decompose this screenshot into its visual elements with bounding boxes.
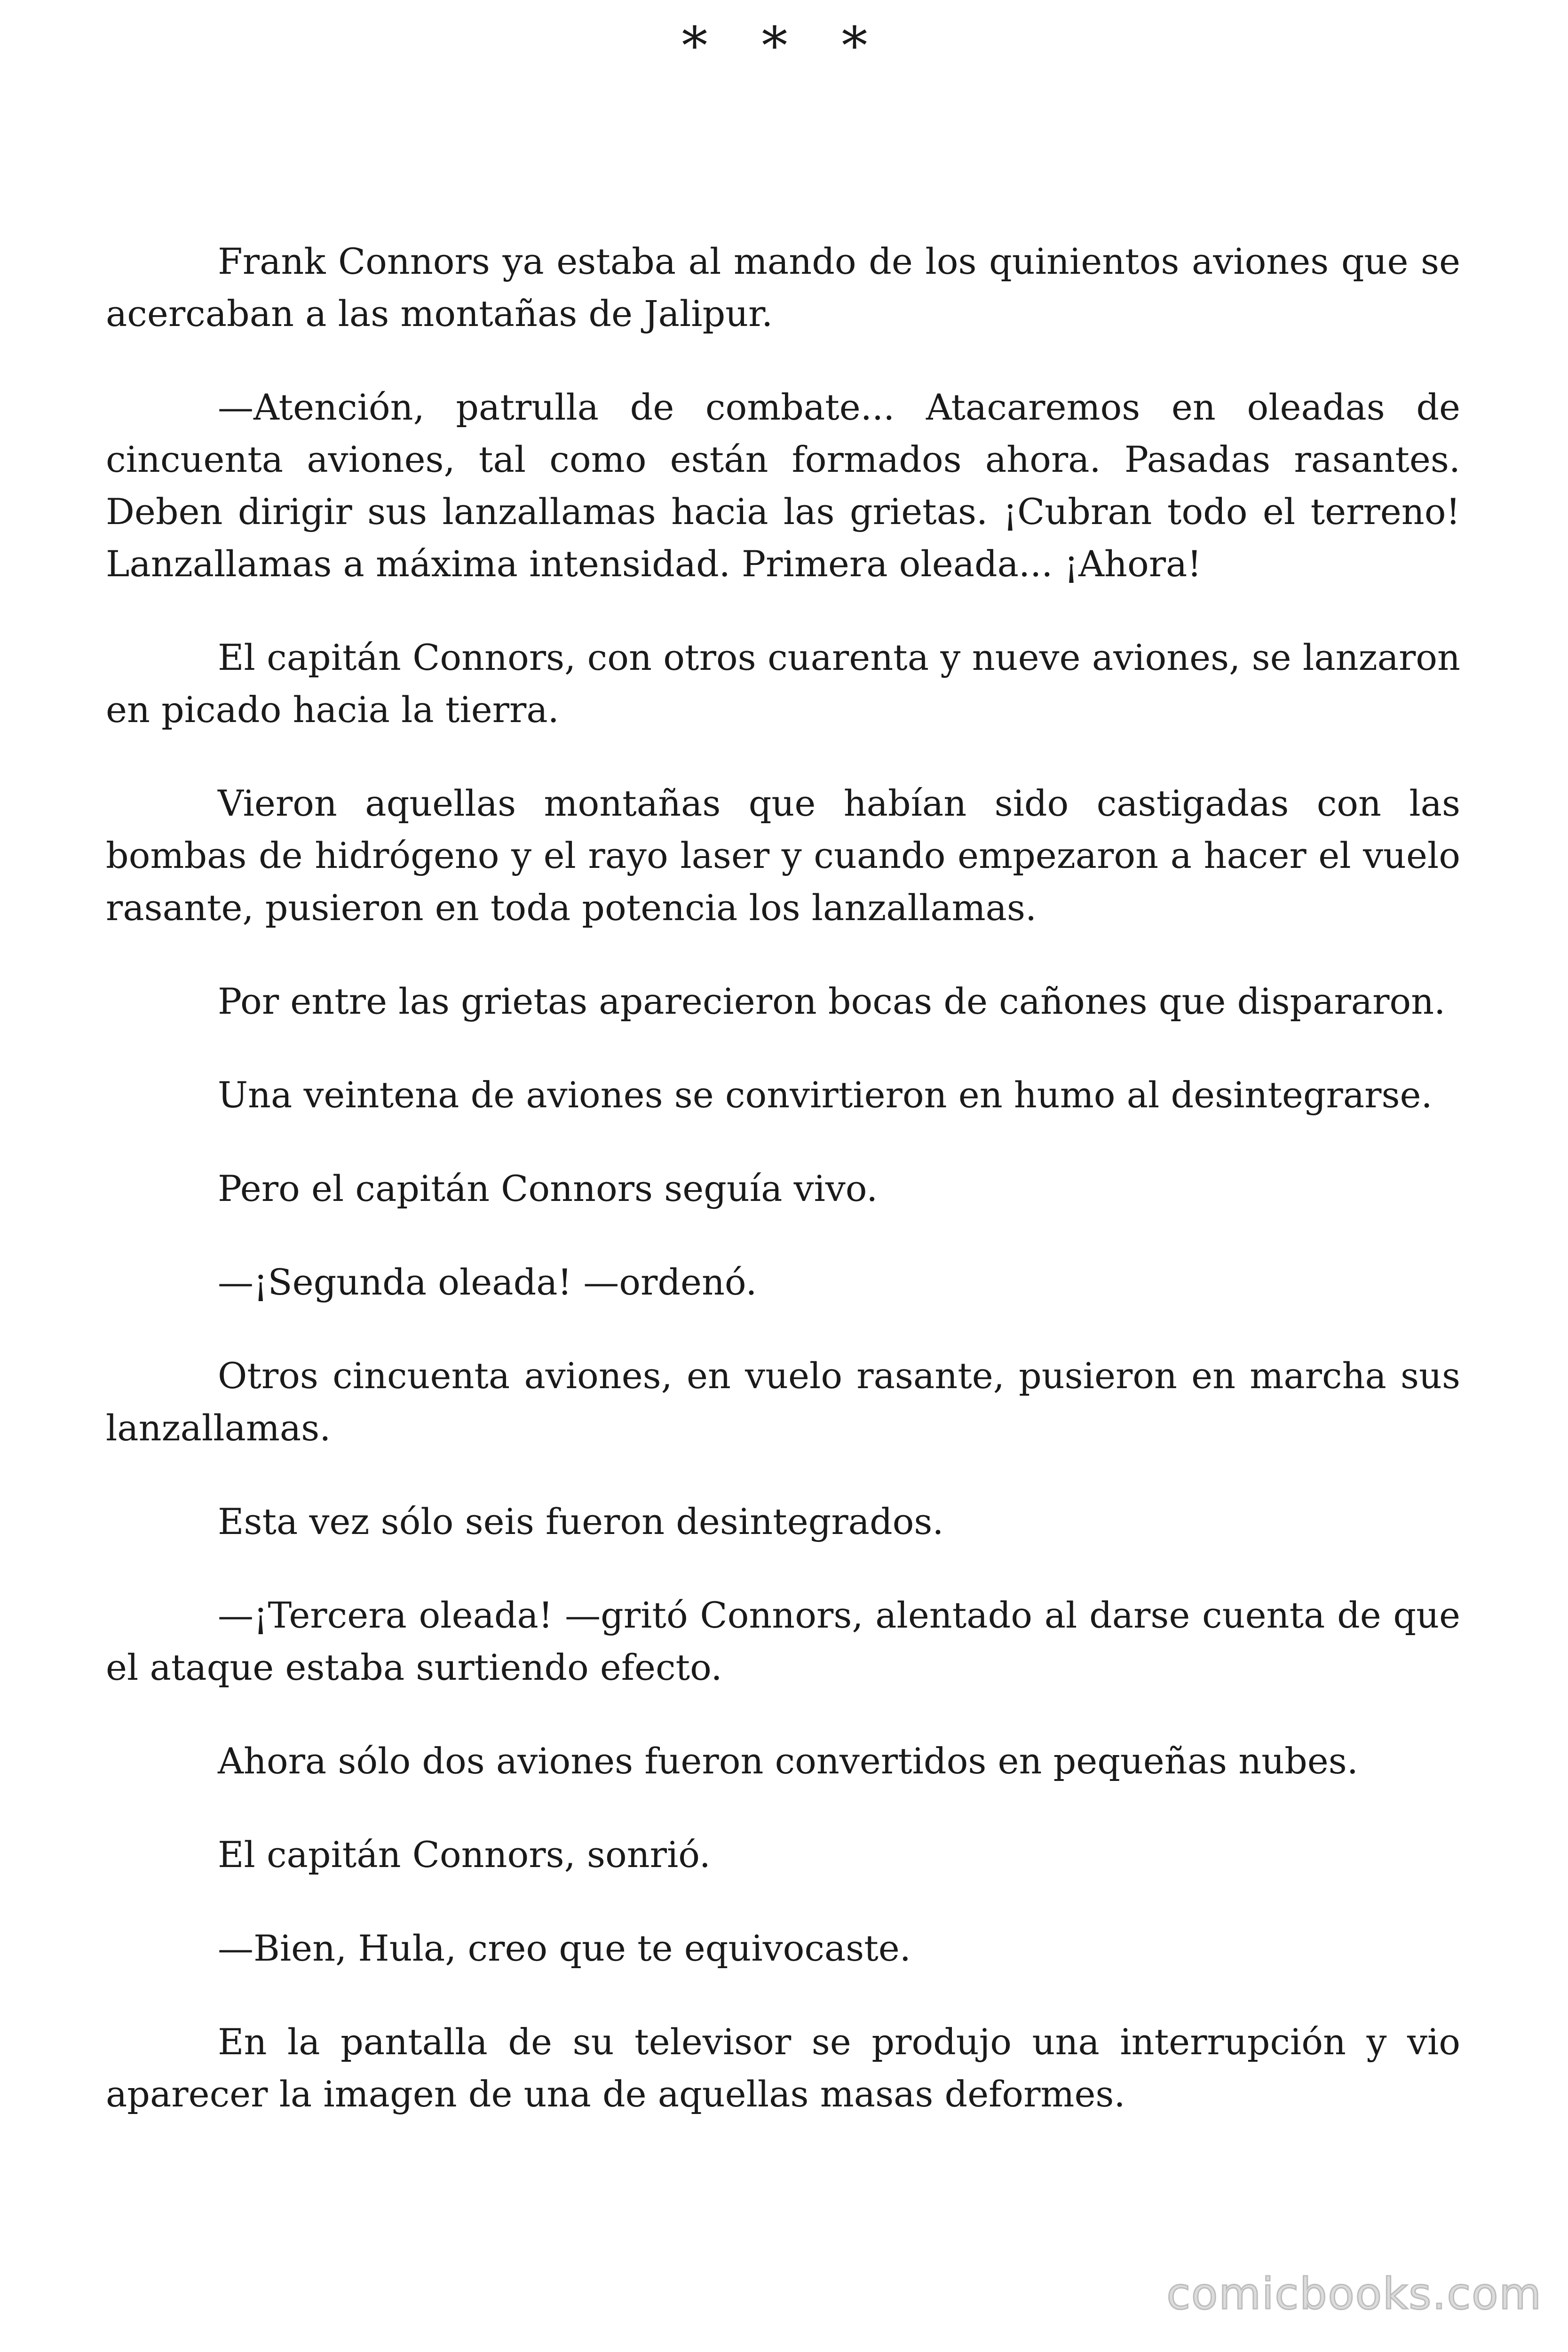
paragraph: —¡Tercera oleada! —gritó Connors, alentado al darse cuenta de que el ataque estaba surtiendo efecto. <box>106 1594 1460 1688</box>
watermark: comicbooks.com <box>1166 2269 1542 2319</box>
section-separator: * * * <box>681 16 887 76</box>
paragraph: El capitán Connors, con otros cuarenta y nueve aviones, se lanzaron en picado hacia la tierra. <box>106 636 1460 731</box>
paragraph: Una veintena de aviones se convirtieron en humo al desintegrarse. <box>218 1074 1433 1116</box>
paragraph: El capitán Connors, sonrió. <box>218 1834 711 1875</box>
paragraph: Vieron aquellas montañas que habían sido castigadas con las bombas de hidrógeno y el rayo laser y cuando empezaron a hacer el vuelo rasante, pusieron en toda potencia los lanzallamas. <box>106 782 1460 929</box>
page-text <box>106 235 1460 2161</box>
paragraph: Esta vez sólo seis fueron desintegrados. <box>218 1501 944 1542</box>
paragraph: En la pantalla de su televisor se produjo una interrupción y vio aparecer la imagen de una de aquellas masas deformes. <box>106 2021 1460 2115</box>
paragraph: —¡Segunda oleada! —ordenó. <box>218 1261 757 1303</box>
paragraph: Frank Connors ya estaba al mando de los quinientos aviones que se acercaban a las montañas de Jalipur. <box>106 240 1460 334</box>
paragraph: Por entre las grietas aparecieron bocas de cañones que dispararon. <box>218 980 1446 1022</box>
paragraph: —Atención, patrulla de combate... Atacaremos en oleadas de cincuenta aviones, tal como están formados ahora. Pasadas rasantes. Deben dirigir sus lanzallamas hacia las grietas. ¡Cubran todo el terreno! Lanzallamas a máxima intensidad. Primera oleada... ¡Ahora! <box>106 386 1460 585</box>
paragraph: Ahora sólo dos aviones fueron convertidos en pequeñas nubes. <box>218 1740 1358 1782</box>
paragraph: —Bien, Hula, creo que te equivocaste. <box>218 1927 911 1969</box>
paragraph: Otros cincuenta aviones, en vuelo rasante, pusieron en marcha sus lanzallamas. <box>106 1355 1460 1449</box>
paragraph: Pero el capitán Connors seguía vivo. <box>218 1168 878 1209</box>
